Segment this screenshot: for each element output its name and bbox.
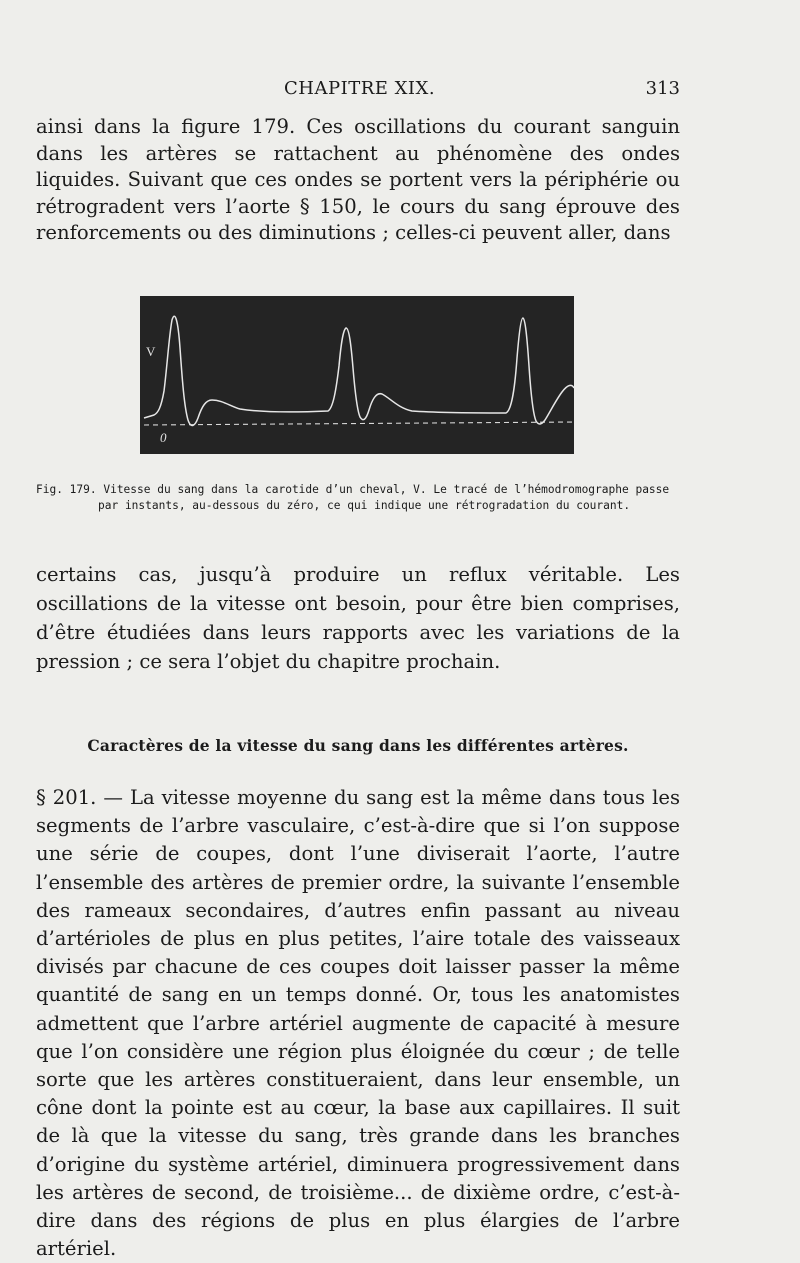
- running-header: [36, 78, 680, 106]
- paragraph-201: § 201. — La vitesse moyenne du sang est la même dans tous les segments de l’arbre vasculaire, c’est-à-dire que si l’on suppose une série de coupes, dont l’une diviserait l’aorte, l’autre l’ensemble des artères de premier ordre, la suivante l’ensemble des rameaux secondaires, d’autres enfin passant au niveau d’artérioles de plus en plus petites, l’aire totale des vaisseaux divisés par chacune de ces coupes doit laisser passer la même quantité de sang en un temps donné. Or, tous les anatomistes admettent que l’arbre artériel augmente de capacité à mesure que l’on considère une région plus éloignée du cœur ; de telle sorte que les artères constitueraient, dans leur ensemble, un cône dont la pointe est au cœur, la base aux capillaires. Il suit de là que la vitesse du sang, très grande dans les branches d’origine du système artériel, diminuera progressivement dans les artères de second, de troisième... de dixième ordre, c’est-à-dire dans des régions de plus en plus élargies de l’arbre artériel.: [36, 786, 680, 1261]
- chapter-title: CHAPITRE XIX.: [284, 78, 436, 99]
- paragraph-2: certains cas, jusqu’à produire un reflux véritable. Les oscillations de la vitesse ont besoin, pour être bien comprises, d’être étudiées dans leurs rapports avec les variations de la pression ; ce sera l’objet du chapitre prochain.: [36, 563, 680, 673]
- label-v: V: [146, 344, 156, 359]
- figure-caption: [36, 482, 680, 514]
- paragraph-1: ainsi dans la figure 179. Ces oscillations du courant sanguin dans les artères se rattachent au phénomène des ondes liquides. Suivant que ces ondes se portent vers la périphérie ou rétrogradent vers l’aorte § 150, le cours du sang éprouve des renforcements ou des diminutions ; celles-ci peuvent aller, dans: [36, 115, 680, 244]
- caption-line-1: Fig. 179. Vitesse du sang dans la carotide d’un cheval, V. Le tracé de l’hémodromographe passe: [36, 483, 670, 496]
- zero-baseline: [144, 422, 574, 425]
- velocity-curve: [144, 316, 574, 425]
- section-heading: Caractères de la vitesse du sang dans les différentes artères.: [87, 736, 629, 755]
- caption-line-2: par instants, au-dessous du zéro, ce qui indique une rétrogradation du courant.: [98, 499, 631, 512]
- label-zero: 0: [160, 430, 167, 445]
- figure-179: [140, 296, 574, 454]
- page-number: 313: [645, 78, 680, 99]
- hemodromograph-trace: [140, 296, 574, 454]
